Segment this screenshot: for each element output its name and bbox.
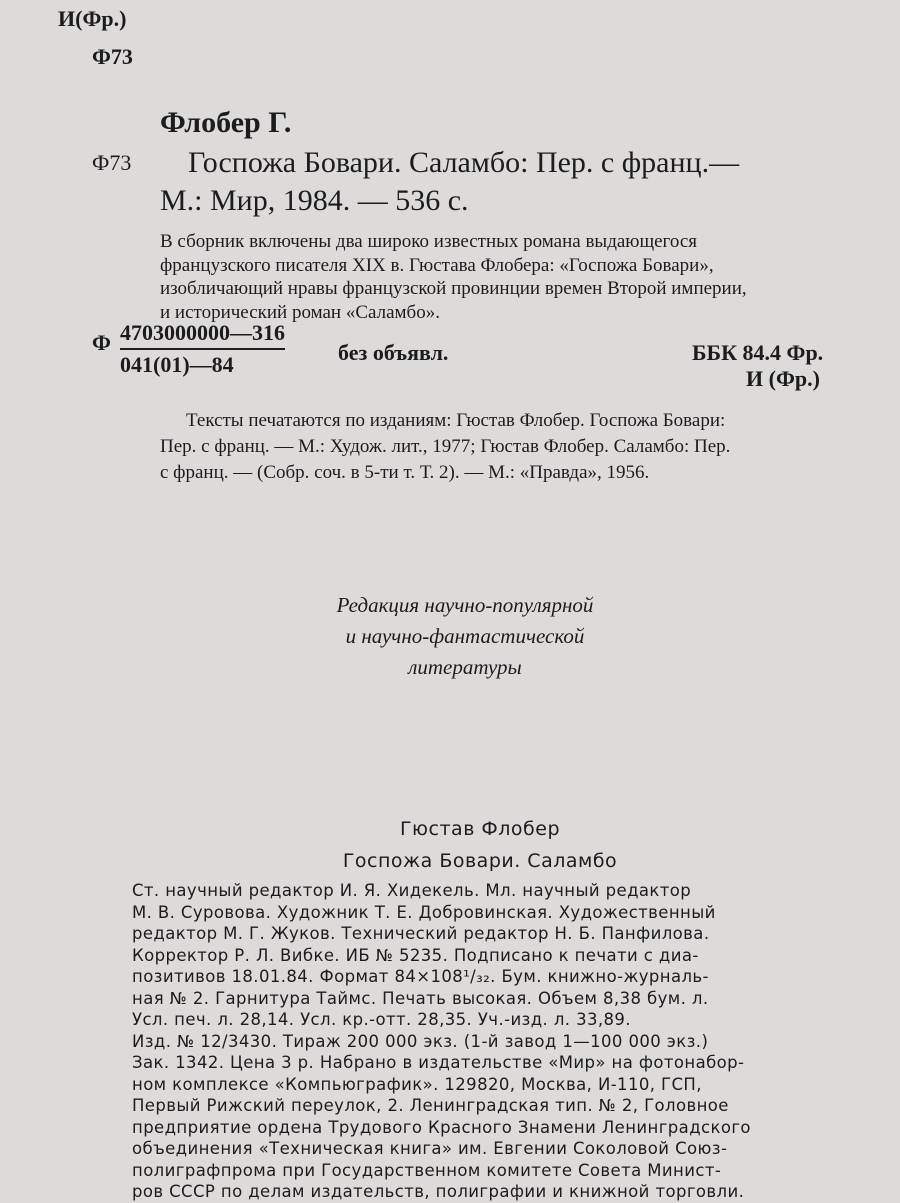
class-code: И(Фр.) [58,6,127,31]
imprint-title [130,850,830,872]
source-note-line: с франц. — (Собр. соч. в 5-ти т. Т. 2). — М.: «Правда», 1956. [160,462,650,483]
bbk-code: ББК 84.4 Фр. [692,340,824,365]
annotation-line: изобличающий нравы французской провинции времен Второй империи, [160,278,747,299]
imprint-line: редактор М. Г. Жуков. Технический редактор Н. Б. Панфилова. [132,924,710,943]
editorial-line: и научно-фантастической [345,624,585,648]
annotation-line: французского писателя XIX в. Гюстава Флобера: «Госпожа Бовари», [160,254,714,276]
imprint-line: позитивов 18.01.84. Формат 84×108¹/₃₂. Бум. книжно-журналь- [132,967,709,986]
annotation-line: и исторический роман «Саламбо». [160,301,440,323]
imprint-line: ров СССР по делам издательств, полиграфии и книжной торговли. [132,1182,745,1201]
imprint-line: Корректор Р. Л. Вибке. ИБ № 5235. Подписано к печати с диа- [132,945,699,965]
publication-line: М.: Мир, 1984. — 536 с. [160,184,469,217]
imprint-line: Изд. № 12/3430. Тираж 200 000 экз. (1-й завод 1—100 000 экз.) [132,1031,709,1051]
book-title-line: Госпожа Бовари. Саламбо: Пер. с франц.— [188,146,740,179]
index-letter: Ф [92,330,111,355]
source-note-line: Тексты печатаются по изданиям: Гюстав Флобер. Госпожа Бовари: [186,410,726,431]
index-fraction [120,320,285,378]
imprint-line: Усл. печ. л. 28,14. Усл. кр.-отт. 28,35. Уч.-изд. л. 33,89. [132,1010,631,1029]
imprint-line: Первый Рижский переулок, 2. Ленинградская тип. № 2, Головное [132,1096,729,1115]
imprint-details [132,880,751,1203]
annotation [160,230,747,324]
imprint-title-text: Госпожа Бовари. Саламбо [342,850,618,872]
imprint-line: ная № 2. Гарнитура Таймс. Печать высокая. Объем 8,38 бум. л. [132,988,709,1008]
card-shelf-code: Ф73 [92,150,132,175]
author-heading: Флобер Г. [160,106,292,139]
imprint-line: полиграфпрома при Государственном комитете Совета Минист- [132,1160,722,1180]
bbk-class: И (Фр.) [746,366,820,391]
editorial-line: Редакция научно-популярной [336,593,594,617]
annotation-line: В сборник включены два широко известных романа выдающегося [160,231,698,252]
index-numerator: 4703000000—316 [120,320,285,350]
imprint-line: Ст. научный редактор И. Я. Хидекель. Мл. научный редактор [132,881,692,900]
imprint-author-text: Гюстав Флобер [399,818,561,840]
editorial-line: литературы [408,655,522,679]
imprint-line: Зак. 1342. Цена 3 р. Набрано в издательстве «Мир» на фотонабор- [132,1053,745,1072]
shelf-code: Ф73 [92,44,133,69]
imprint-line: объединения «Техническая книга» им. Евгении Соколовой Союз- [132,1139,728,1158]
imprint-line: ном комплексе «Компьюграфик». 129820, Москва, И-110, ГСП, [132,1074,702,1094]
imprint-line: предприятие ордена Трудового Красного Знамени Ленинградского [132,1117,751,1137]
editorial-department [260,590,670,683]
no-announcement: без объявл. [338,340,449,365]
imprint-author [130,818,830,840]
source-note [160,408,731,486]
source-note-line: Пер. с франц. — М.: Худож. лит., 1977; Гюстав Флобер. Саламбо: Пер. [160,436,731,457]
imprint-line: М. В. Суровова. Художник Т. Е. Добровинская. Художественный [132,902,716,922]
index-denominator: 041(01)—84 [120,352,234,377]
